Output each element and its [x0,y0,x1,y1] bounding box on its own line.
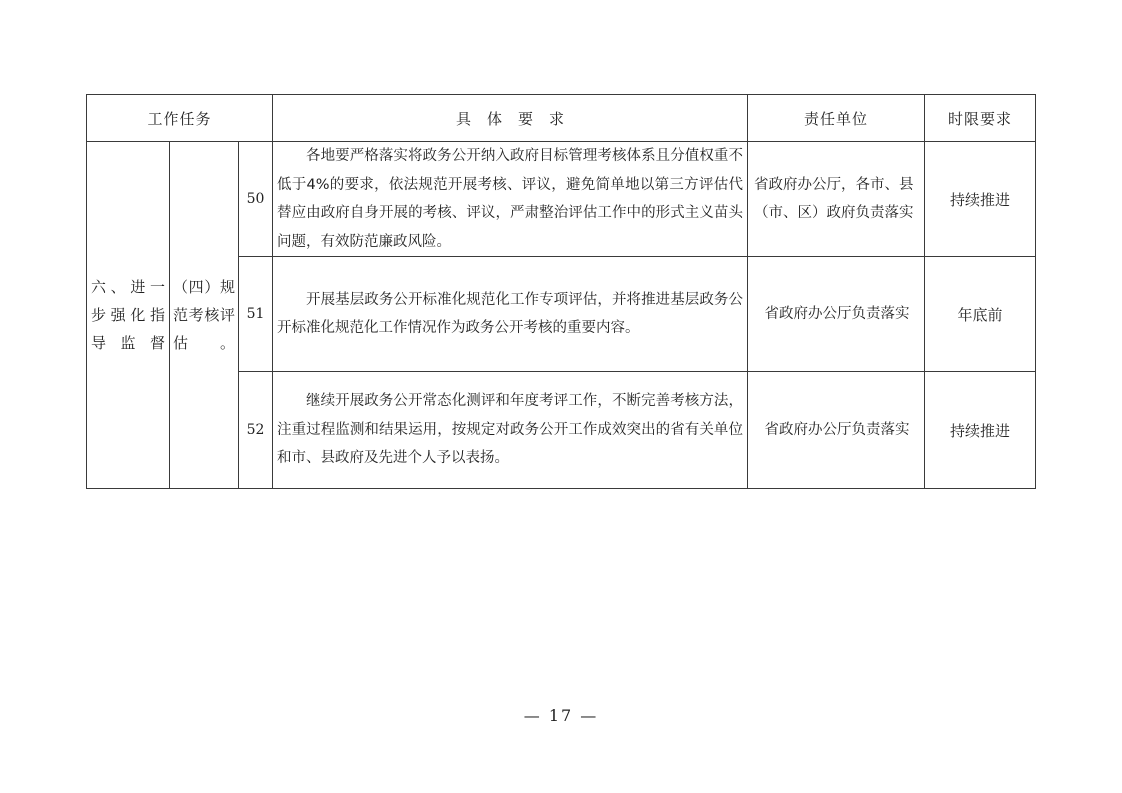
row-deadline: 年底前 [925,257,1036,372]
row-requirement: 继续开展政务公开常态化测评和年度考评工作，不断完善考核方法，注重过程监测和结果运用，按规定对政务公开工作成效突出的省有关单位和市、县政府及先进个人予以表扬。 [273,372,748,489]
row-requirement: 开展基层政务公开标准化规范化工作专项评估，并将推进基层政务公开标准化规范化工作情况作为政务公开考核的重要内容。 [273,257,748,372]
row-deadline: 持续推进 [925,372,1036,489]
row-deadline: 持续推进 [925,142,1036,257]
row-number: 50 [239,142,273,257]
table-row [87,142,1036,257]
page-number: — 17 — [523,706,599,725]
row-requirement: 各地要严格落实将政务公开纳入政府目标管理考核体系且分值权重不低于4%的要求，依法规范开展考核、评议，避免简单地以第三方评估代替应由政府自身开展的考核、评议，严肃整治评估工作中的形式主义苗头问题，有效防范廉政风险。 [273,142,748,257]
row-responsible: 省政府办公厅负责落实 [748,372,925,489]
header-deadline: 时限要求 [925,95,1036,142]
section-task: 六、进一步强化指导监督 [87,142,170,489]
header-task: 工作任务 [87,95,273,142]
section-subtask: （四）规范考核评估。 [170,142,239,489]
row-responsible: 省政府办公厅，各市、县（市、区）政府负责落实 [748,142,925,257]
row-responsible: 省政府办公厅负责落实 [748,257,925,372]
row-number: 51 [239,257,273,372]
table-header-row [87,95,1036,142]
row-number: 52 [239,372,273,489]
header-responsible: 责任单位 [748,95,925,142]
header-requirement: 具体要求 [273,95,748,142]
work-plan-table [86,94,1036,489]
